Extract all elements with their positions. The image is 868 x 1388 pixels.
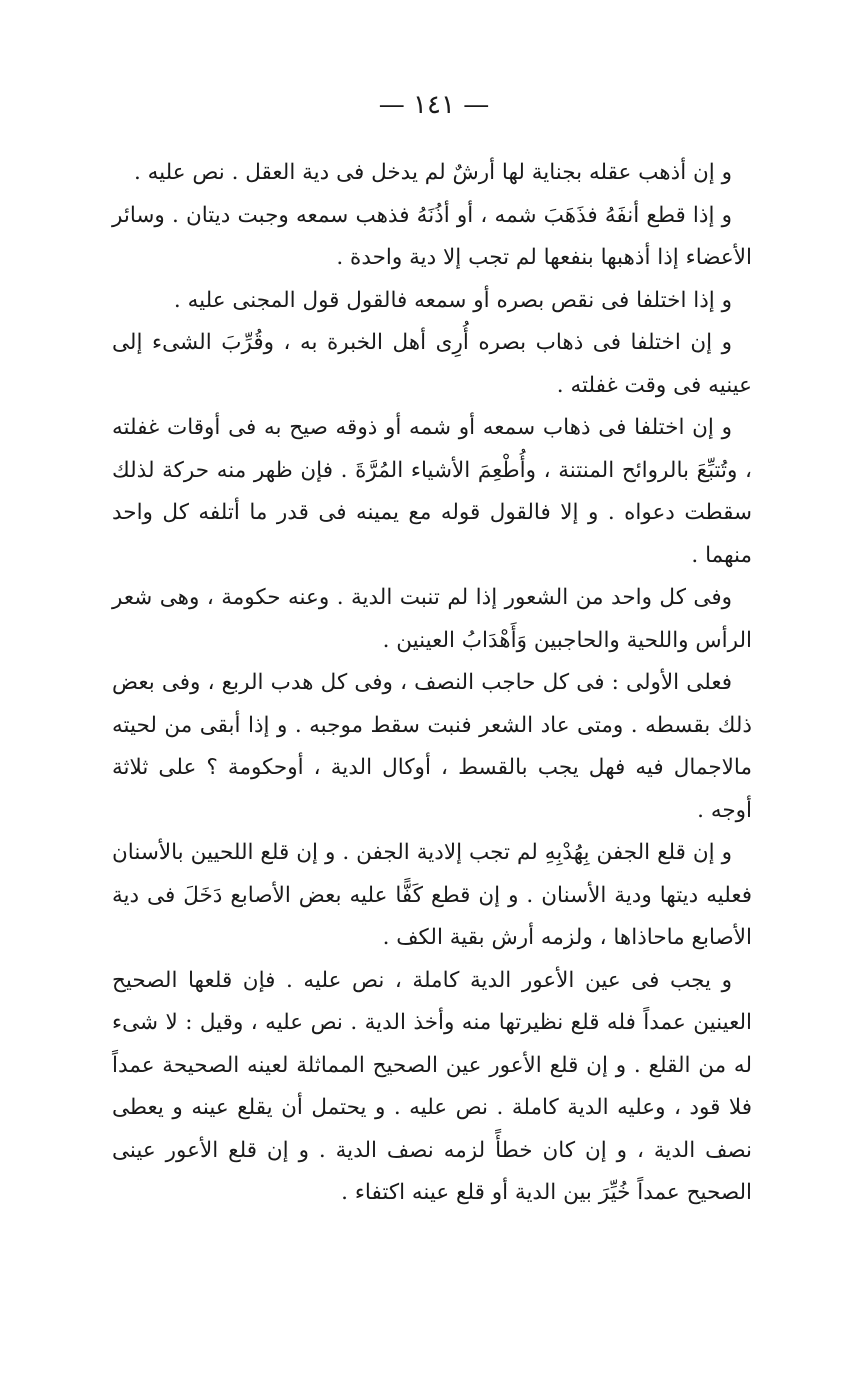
paragraph: و إن أذهب عقله بجناية لها أرشٌ لم يدخل فى دية العقل . نص عليه . xyxy=(133,160,732,185)
paragraph: و يجب فى عين الأعور الدية كاملة ، نص عليه . فإن قلعها الصحيح العينين عمداً فله قلع نظيرتها منه وأخذ الدية . نص عليه ، وقيل : لا شىء له من القلع . و إن قلع الأعور عين الصحيح المماثلة لعينه الصحيحة عمداً فلا قود ، وعليه الدية كاملة . نص عليه . و يحتمل أن يقلع عينه و يعطى نصف الدية ، و إن كان خطأً لزمه نصف الدية . و إن قلع الأعور عينى الصحيح عمداً خُيِّرَ بين الدية أو قلع عينه اكتفاء . xyxy=(112,967,752,1205)
paragraph: وفى كل واحد من الشعور إذا لم تنبت الدية . وعنه حكومة ، وهى شعر الرأس واللحية والحاجبين وَأَهْدَابُ العينين . xyxy=(112,585,752,653)
paragraph: و إذا قطع أنفَهُ فذَهَبَ شمه ، أو أذُنَهُ فذهب سمعه وجبت ديتان . وسائر الأعضاء إذا أذهبها بنفعها لم تجب إلا دية واحدة . xyxy=(112,202,752,270)
paragraph: و إن اختلفا فى ذهاب بصره أُرِى أهل الخبرة به ، وقُرِّبَ الشىء إلى عينيه فى وقت غفلته . xyxy=(112,330,752,398)
page-number: — ١٤١ — xyxy=(378,90,490,120)
paragraph: و إن قلع الجفن بِهُدْبِهِ لم تجب إلادية الجفن . و إن قلع اللحيين بالأسنان فعليه ديتها ودية الأسنان . و إن قطع كَفًّا عليه بعض الأصابع دَخَلَ فى دية الأصابع ماحاذاها ، ولزمه أرش بقية الكف . xyxy=(112,840,752,950)
paragraph: فعلى الأولى : فى كل حاجب النصف ، وفى كل هدب الربع ، وفى بعض ذلك بقسطه . ومتى عاد الشعر فنبت سقط موجبه . و إذا أبقى من لحيته مالاجمال فيه فهل يجب بالقسط ، أوكال الدية ، أوحكومة ؟ على ثلاثة أوجه . xyxy=(112,670,752,823)
paragraph: و إذا اختلفا فى نقص بصره أو سمعه فالقول قول المجنى عليه . xyxy=(173,287,732,313)
page-text xyxy=(112,152,752,1215)
paragraph: و إن اختلفا فى ذهاب سمعه أو شمه أو ذوقه صيح به فى أوقات غفلته ، وتُتبِّعَ بالروائح المنتنة ، وأُطْعِمَ الأشياء المُرَّةَ . فإن ظهر منه حركة لذلك سقطت دعواه . و إلا فالقول قوله مع يمينه فى قدر ما أتلفه كل واحد منهما . xyxy=(112,415,752,568)
